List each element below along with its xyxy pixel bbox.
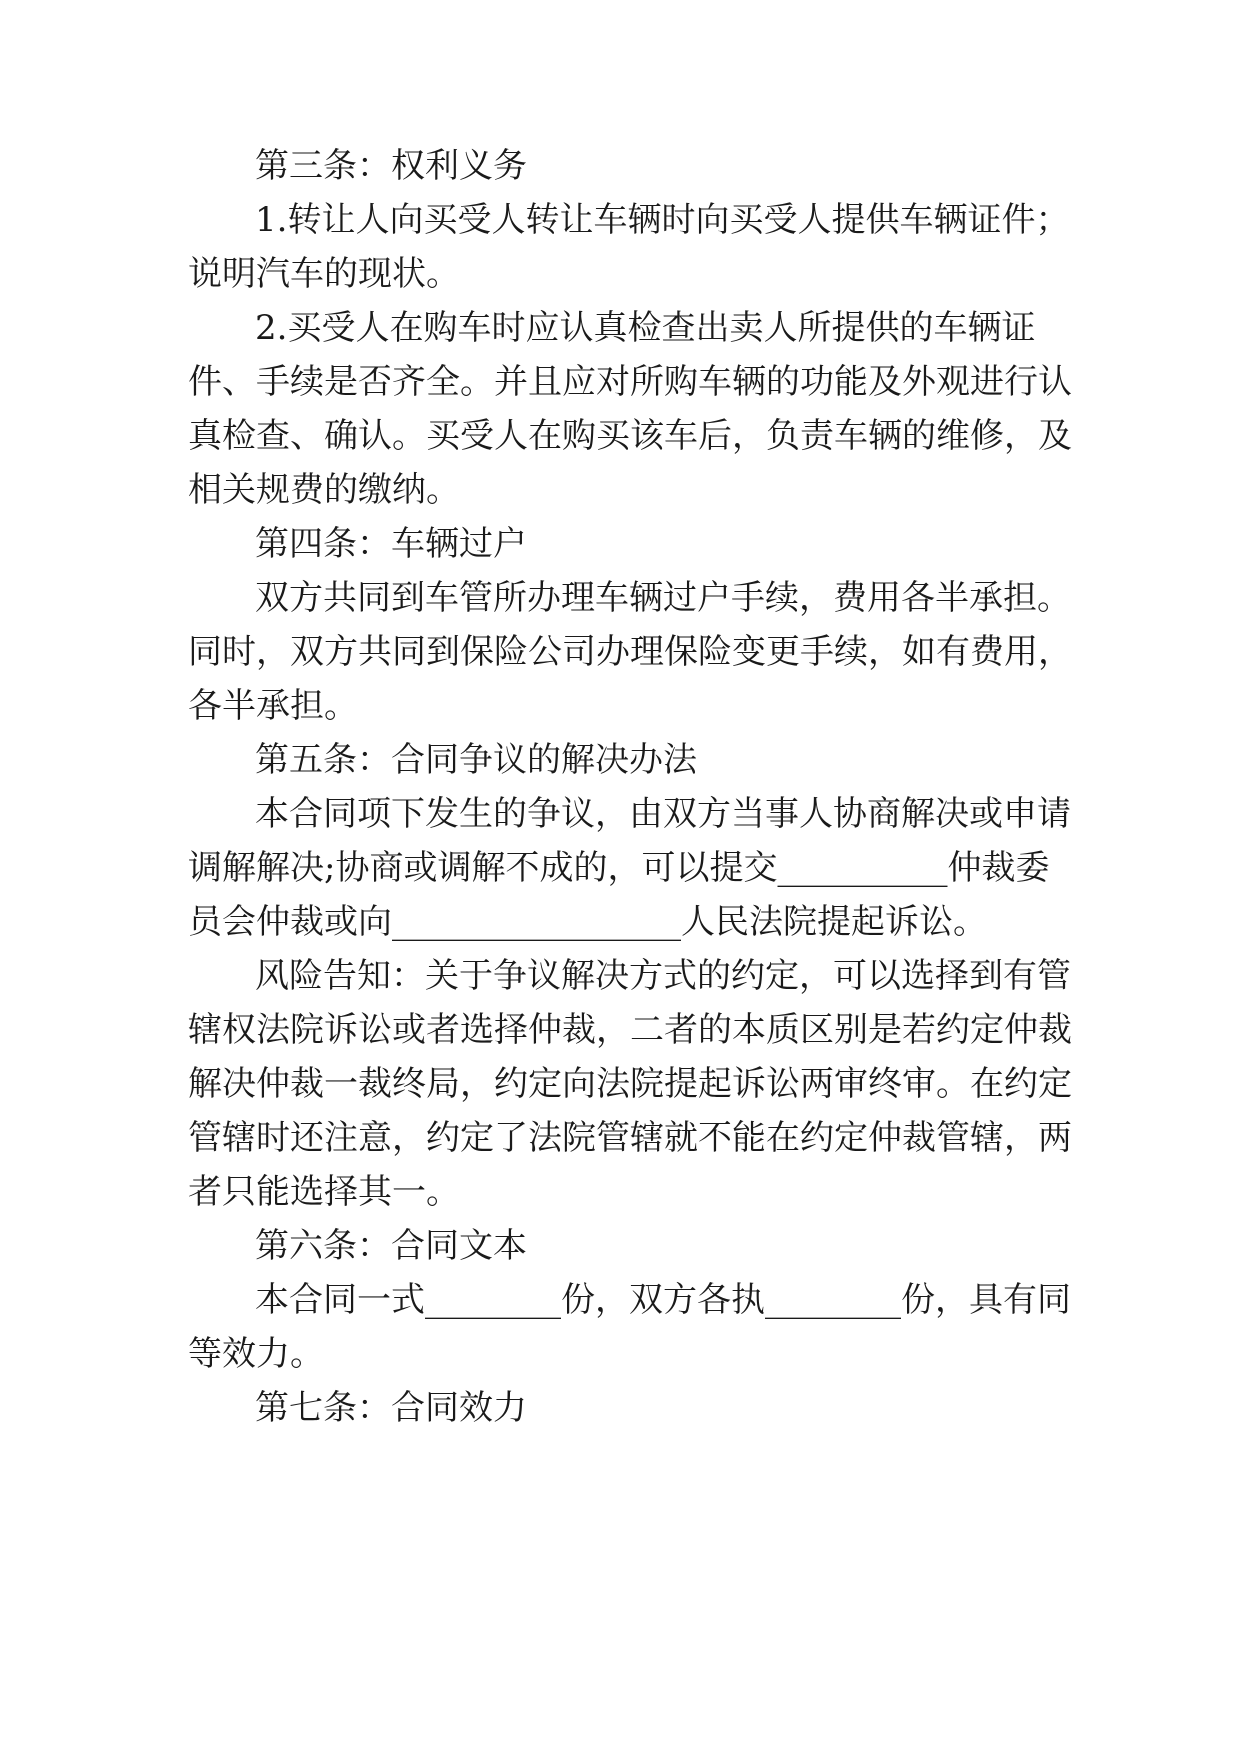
paragraph-line: 员会仲裁或向_________________人民法院提起诉讼。	[188, 902, 987, 942]
paragraph-line: 风险告知：关于争议解决方式的约定，可以选择到有管	[255, 956, 1071, 996]
heading-article-3: 第三条：权利义务	[255, 146, 527, 186]
paragraph-line: 件、手续是否齐全。并且应对所购车辆的功能及外观进行认	[188, 362, 1072, 402]
paragraph-line: 同时，双方共同到保险公司办理保险变更手续，如有费用，	[188, 632, 1072, 672]
paragraph-line: 真检查、确认。买受人在购买该车后，负责车辆的维修，及	[188, 416, 1072, 456]
paragraph-line: 者只能选择其一。	[188, 1172, 460, 1212]
paragraph-line: 辖权法院诉讼或者选择仲裁，二者的本质区别是若约定仲裁	[188, 1010, 1072, 1050]
paragraph-line: 管辖时还注意，约定了法院管辖就不能在约定仲裁管辖，两	[188, 1118, 1072, 1158]
heading-article-7: 第七条：合同效力	[255, 1388, 527, 1428]
paragraph-line: 相关规费的缴纳。	[188, 470, 460, 510]
paragraph-line: 2.买受人在购车时应认真检查出卖人所提供的车辆证	[255, 308, 1036, 348]
paragraph-line: 等效力。	[188, 1334, 324, 1374]
heading-article-6: 第六条：合同文本	[255, 1226, 527, 1266]
heading-article-5: 第五条：合同争议的解决办法	[255, 740, 697, 780]
paragraph-line: 调解解决;协商或调解不成的，可以提交__________仲裁委	[188, 848, 1050, 888]
paragraph-line: 说明汽车的现状。	[188, 254, 460, 294]
paragraph-line: 本合同一式________份，双方各执________份，具有同	[255, 1280, 1071, 1320]
paragraph-line: 1.转让人向买受人转让车辆时向买受人提供车辆证件；	[255, 200, 1070, 240]
paragraph-line: 双方共同到车管所办理车辆过户手续，费用各半承担。	[255, 578, 1071, 618]
paragraph-line: 各半承担。	[188, 686, 358, 726]
heading-article-4: 第四条：车辆过户	[255, 524, 527, 564]
paragraph-line: 本合同项下发生的争议，由双方当事人协商解决或申请	[255, 794, 1071, 834]
paragraph-line: 解决仲裁一裁终局，约定向法院提起诉讼两审终审。在约定	[188, 1064, 1072, 1104]
